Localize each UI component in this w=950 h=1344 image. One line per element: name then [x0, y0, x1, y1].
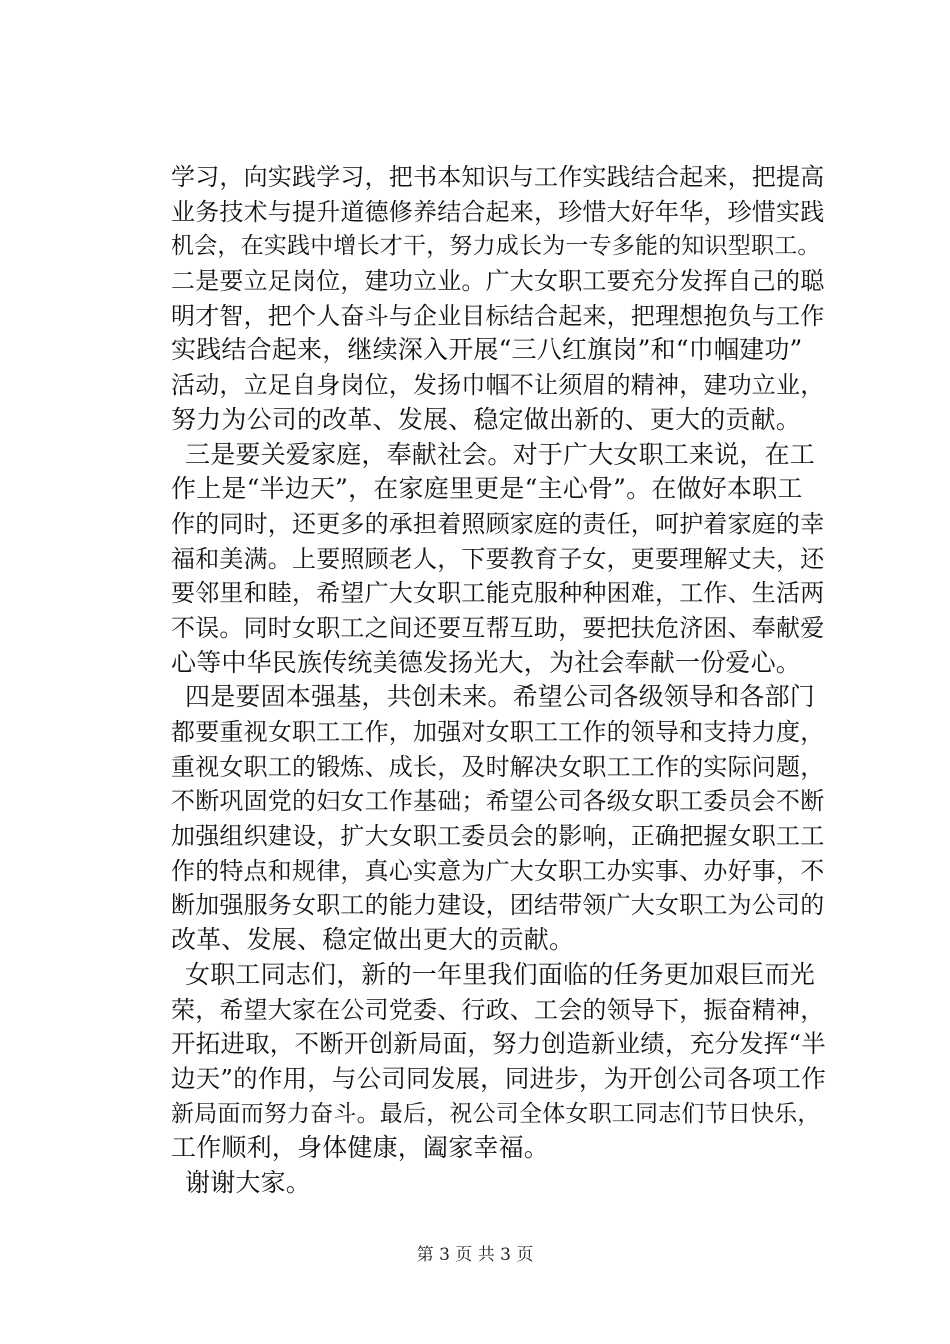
text-line: 不断巩固党的妇女工作基础；希望公司各级女职工委员会不断 [171, 787, 825, 816]
text-line: 要邻里和睦，希望广大女职工能克服种种困难，工作、生活两 [171, 579, 825, 608]
text-line: 学习，向实践学习，把书本知识与工作实践结合起来，把提高 [171, 163, 825, 191]
page-footer [0, 1244, 950, 1266]
text-line: 作的特点和规律，真心实意为广大女职工办实事、办好事，不 [171, 856, 825, 885]
paragraph-start-line: 三是要关爱家庭，奉献社会。对于广大女职工来说，在工 [185, 439, 816, 469]
text-line: 机会，在实践中增长才干，努力成长为一专多能的知识型职工。 [171, 233, 821, 260]
text-line: 边天”的作用，与公司同发展，同进步，为开创公司各项工作 [171, 1063, 826, 1093]
paragraph-start-line: 四是要固本强基，共创未来。希望公司各级领导和各部门 [185, 682, 816, 712]
page-number-label: 第 3 页 共 3 页 [416, 1245, 534, 1265]
text-line: 新局面而努力奋斗。最后，祝公司全体女职工同志们节日快乐， [171, 1100, 821, 1127]
text-line: 作的同时，还更多的承担着照顾家庭的责任，呵护着家庭的幸 [171, 509, 825, 538]
text-line: 开拓进取，不断开创新局面，努力创造新业绩，充分发挥“半 [171, 1029, 826, 1059]
text-line: 重视女职工的锻炼、成长，及时解决女职工工作的实际问题， [171, 752, 825, 781]
text-line: 业务技术与提升道德修养结合起来，珍惜大好年华，珍惜实践 [171, 197, 825, 226]
text-line: 改革、发展、稳定做出更大的贡献。 [171, 925, 575, 955]
text-line: 作上是“半边天”，在家庭里更是“主心骨”。在做好本职工 [171, 474, 803, 504]
text-line: 福和美满。上要照顾老人，下要教育子女，更要理解丈夫，还 [171, 544, 825, 573]
paragraph-start-line: 谢谢大家。 [185, 1167, 312, 1197]
text-line: 明才智，把个人奋斗与企业目标结合起来，把理想抱负与工作 [171, 301, 825, 330]
document-body [171, 160, 831, 1201]
text-line: 工作顺利，身体健康，阖家幸福。 [171, 1133, 550, 1163]
text-line: 不误。同时女职工之间还要互帮互助，要把扶危济困、奉献爱 [171, 613, 825, 642]
text-line: 荣，希望大家在公司党委、行政、工会的领导下，振奋精神， [171, 995, 825, 1024]
text-line: 心等中华民族传统美德发扬光大，为社会奉献一份爱心。 [171, 647, 802, 677]
text-line: 加强组织建设，扩大女职工委员会的影响，正确把握女职工工 [171, 822, 825, 851]
text-line: 二是要立足岗位，建功立业。广大女职工要充分发挥自己的聪 [171, 267, 825, 296]
text-line: 断加强服务女职工的能力建设，团结带领广大女职工为公司的 [171, 891, 825, 920]
text-line: 实践结合起来，继续深入开展“三八红旗岗”和“巾帼建功” [171, 335, 803, 365]
text-line: 努力为公司的改革、发展、稳定做出新的、更大的贡献。 [171, 404, 802, 434]
text-line: 活动，立足自身岗位，发扬巾帼不让须眉的精神，建功立业， [171, 371, 825, 400]
text-line: 都要重视女职工工作，加强对女职工工作的领导和支持力度， [171, 718, 825, 746]
paragraph-start-line: 女职工同志们，新的一年里我们面临的任务更加艰巨而光 [185, 959, 816, 989]
